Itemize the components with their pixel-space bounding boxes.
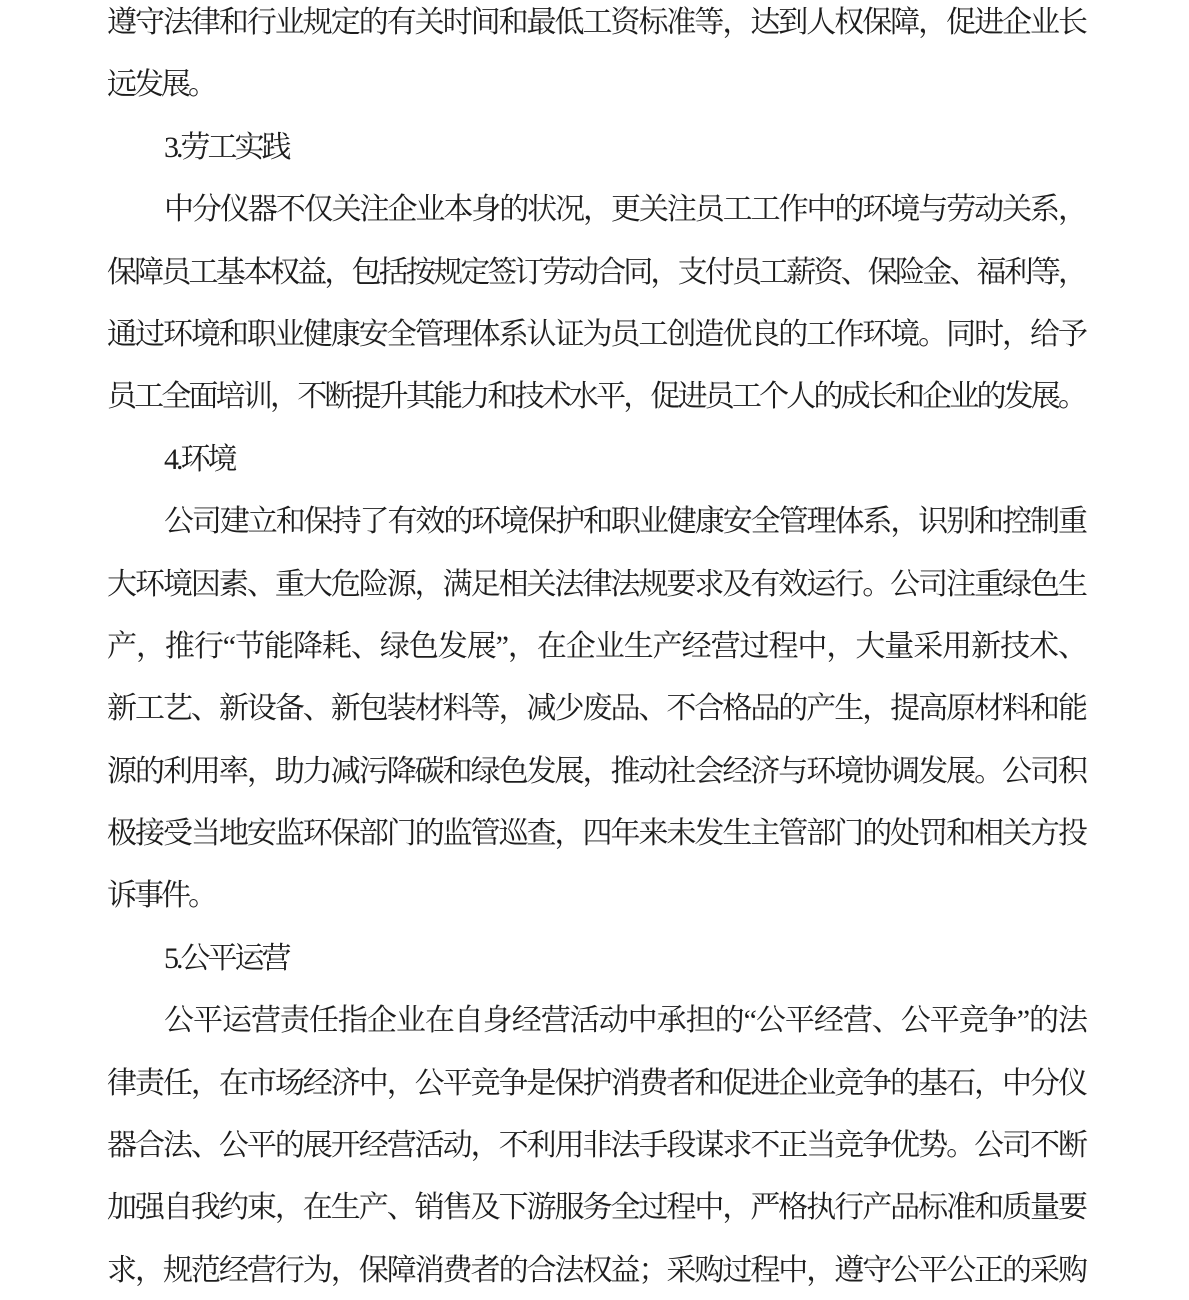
section-heading-labor: 3.劳工实践 <box>164 130 289 164</box>
text-line: 源的利用率，助力减污降碳和绿色发展，推动社会经济与环境协调发展。公司积 <box>107 754 1085 788</box>
text-line: 通过环境和职业健康安全管理体系认证为员工创造优良的工作环境。同时，给予 <box>107 317 1085 351</box>
text-line: 大环境因素、重大危险源，满足相关法律法规要求及有效运行。公司注重绿色生 <box>107 567 1085 601</box>
text-line: 新工艺、新设备、新包装材料等，减少废品、不合格品的产生，提高原材料和能 <box>107 692 1085 726</box>
text-block <box>107 0 1085 1300</box>
text-line: 极接受当地安监环保部门的监管巡查，四年来未发生主管部门的处罚和相关方投 <box>107 817 1085 851</box>
section-heading-fair-operation: 5.公平运营 <box>164 941 289 975</box>
paragraph-end-line: 远发展。 <box>107 68 215 102</box>
text-line: 加强自我约束，在生产、销售及下游服务全过程中，严格执行产品标准和质量要 <box>107 1191 1085 1225</box>
text-line: 保障员工基本权益，包括按规定签订劳动合同，支付员工薪资、保险金、福利等， <box>107 255 1085 289</box>
paragraph-start-line: 公平运营责任指企业在自身经营活动中承担的“公平经营、公平竞争”的法 <box>164 1004 1085 1038</box>
text-line: 求，规范经营行为，保障消费者的合法权益；采购过程中，遵守公平公正的采购 <box>107 1253 1085 1287</box>
section-heading-environment: 4.环境 <box>164 442 235 476</box>
text-line: 员工全面培训，不断提升其能力和技术水平，促进员工个人的成长和企业的发展。 <box>107 380 1085 414</box>
text-line: 遵守法律和行业规定的有关时间和最低工资标准等，达到人权保障，促进企业长 <box>107 6 1085 39</box>
paragraph-end-line: 诉事件。 <box>107 879 215 913</box>
paragraph-start-line: 中分仪器不仅关注企业本身的状况，更关注员工工作中的环境与劳动关系， <box>164 193 1085 227</box>
text-line: 器合法、公平的展开经营活动，不利用非法手段谋求不正当竞争优势。公司不断 <box>107 1129 1085 1163</box>
text-line: 律责任，在市场经济中，公平竞争是保护消费者和促进企业竞争的基石，中分仪 <box>107 1066 1085 1100</box>
paragraph-start-line: 公司建立和保持了有效的环境保护和职业健康安全管理体系，识别和控制重 <box>164 505 1085 539</box>
text-line: 产，推行“节能降耗、绿色发展”，在企业生产经营过程中，大量采用新技术、 <box>107 629 1085 663</box>
